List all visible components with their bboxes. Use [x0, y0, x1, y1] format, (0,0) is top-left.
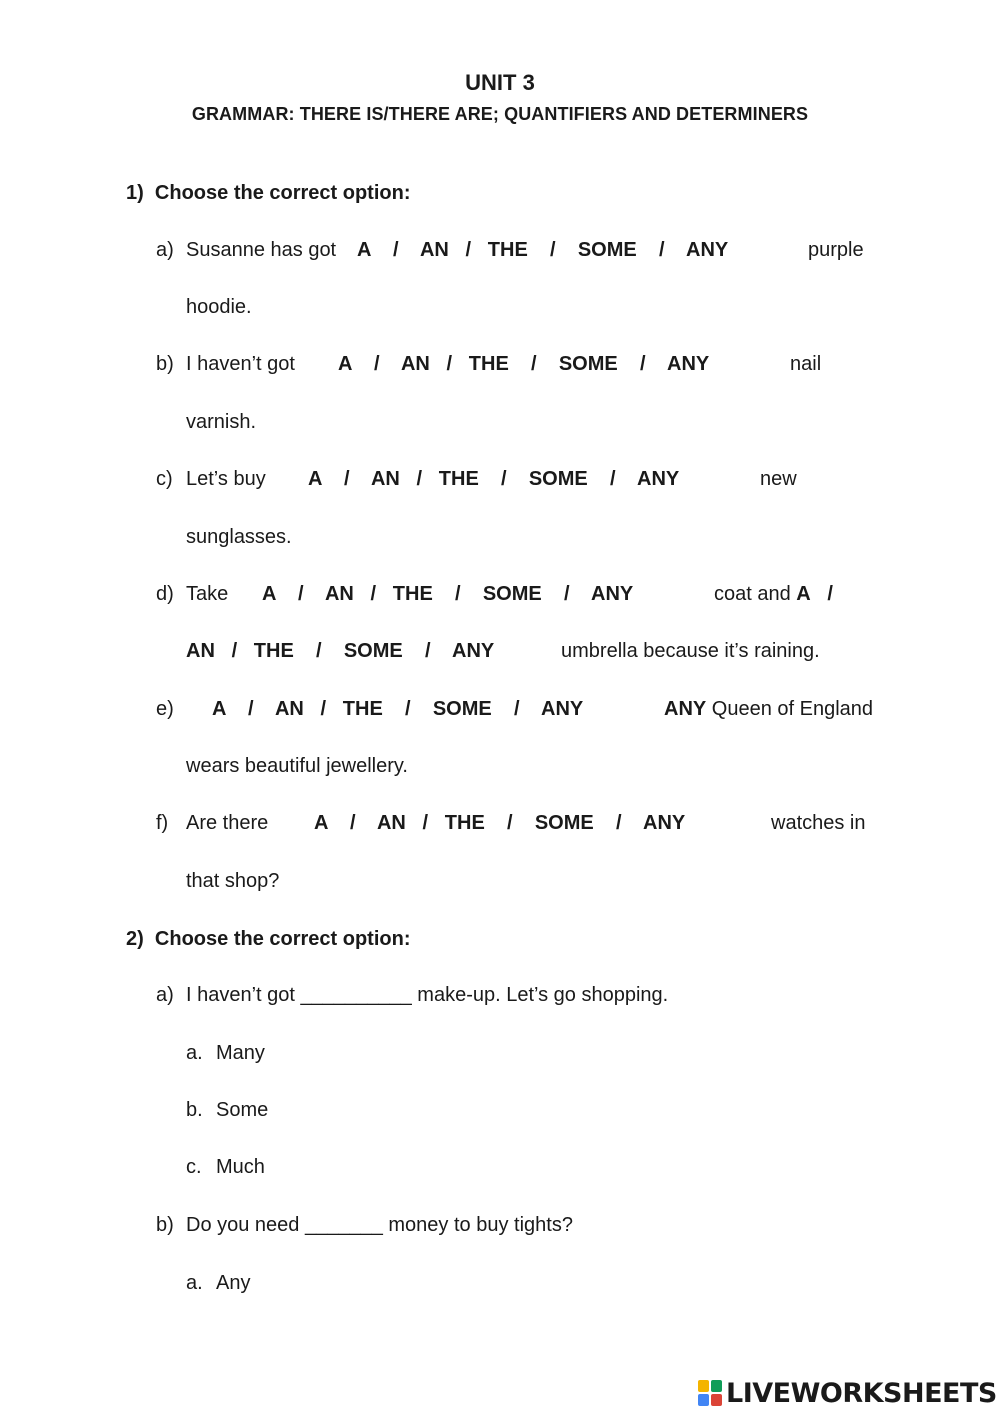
option-any[interactable]: ANY: [452, 640, 495, 662]
option-some[interactable]: SOME: [534, 812, 594, 834]
sep: /: [320, 698, 327, 720]
item-e-after-text: Queen of England: [711, 698, 874, 720]
sep: /: [343, 468, 350, 490]
choice-label: a.: [186, 1042, 203, 1064]
choice-many[interactable]: Many: [216, 1042, 265, 1064]
item-d-options[interactable]: [262, 581, 633, 607]
option-some[interactable]: SOME: [343, 640, 403, 662]
item-c-options[interactable]: [308, 466, 679, 492]
item-c-label: c): [156, 468, 173, 490]
sep: /: [231, 640, 238, 662]
option-any[interactable]: ANY: [667, 353, 710, 375]
option-an[interactable]: AN: [400, 353, 430, 375]
option-the[interactable]: THE: [438, 468, 479, 490]
option-an[interactable]: AN: [274, 698, 304, 720]
option-an[interactable]: AN: [370, 468, 400, 490]
liveworksheets-logo: [698, 1376, 997, 1410]
option-an[interactable]: AN: [186, 640, 215, 662]
section2-number: 2): [126, 928, 144, 950]
section1-title: Choose the correct option:: [154, 182, 411, 204]
choice-label: c.: [186, 1156, 202, 1178]
option-any[interactable]: ANY: [591, 583, 634, 605]
sep: /: [827, 583, 833, 605]
sep: /: [373, 353, 380, 375]
item-e-extra-any: ANY: [664, 698, 707, 720]
item-a-options[interactable]: [357, 237, 728, 263]
option-some[interactable]: SOME: [432, 698, 492, 720]
sep: /: [247, 698, 254, 720]
option-a[interactable]: A: [338, 353, 352, 375]
option-any[interactable]: ANY: [541, 698, 584, 720]
option-a[interactable]: A: [314, 812, 328, 834]
logo-square: [698, 1394, 709, 1406]
section2-title: Choose the correct option:: [154, 928, 411, 950]
item-c-after: new: [760, 468, 797, 490]
choice-some[interactable]: Some: [216, 1099, 269, 1121]
option-any[interactable]: ANY: [637, 468, 680, 490]
option-a[interactable]: A: [212, 698, 226, 720]
choice-label: b.: [186, 1099, 203, 1121]
question-a-text: I haven’t got __________ make-up. Let’s go shopping.: [186, 984, 669, 1006]
option-any[interactable]: ANY: [643, 812, 686, 834]
item-b-after: nail: [790, 353, 822, 375]
logo-square: [711, 1380, 722, 1392]
grammar-subtitle: GRAMMAR: THERE IS/THERE ARE; QUANTIFIERS AND DETERMINERS: [191, 104, 809, 124]
liveworksheets-logo-text: LIVEWORKSHEETS: [726, 1377, 997, 1409]
option-a[interactable]: A: [262, 583, 276, 605]
sep: /: [507, 812, 513, 834]
item-e-label: e): [156, 698, 174, 720]
section1-heading: [126, 180, 411, 206]
question-b-text: Do you need _______ money to buy tights?: [186, 1214, 573, 1236]
sep: /: [639, 353, 646, 375]
option-any[interactable]: ANY: [686, 239, 729, 261]
item-a-after: purple: [808, 239, 864, 261]
option-the[interactable]: THE: [253, 640, 294, 662]
question-b-label: b): [156, 1214, 174, 1236]
option-the[interactable]: THE: [468, 353, 509, 375]
logo-square: [711, 1394, 722, 1406]
item-c-cont: sunglasses.: [186, 526, 292, 548]
option-the[interactable]: THE: [487, 239, 528, 261]
option-an[interactable]: AN: [324, 583, 354, 605]
choice-much[interactable]: Much: [216, 1156, 265, 1178]
item-b-label: b): [156, 353, 174, 375]
option-a[interactable]: A: [357, 239, 371, 261]
item-b-before: I haven’t got: [186, 353, 295, 375]
option-some[interactable]: SOME: [577, 239, 637, 261]
option-the[interactable]: THE: [392, 583, 433, 605]
item-d-after-text: coat and: [714, 583, 791, 605]
sep: /: [392, 239, 399, 261]
option-some[interactable]: SOME: [482, 583, 542, 605]
sep: /: [609, 468, 616, 490]
sep: /: [370, 583, 377, 605]
item-f-label: f): [156, 812, 169, 834]
item-e-after: [664, 696, 873, 722]
sep: /: [563, 583, 570, 605]
sep: /: [501, 468, 507, 490]
sep: /: [550, 239, 556, 261]
logo-square: [698, 1380, 709, 1392]
section2-heading: [126, 926, 411, 952]
sep: /: [513, 698, 520, 720]
item-e-options[interactable]: [212, 696, 583, 722]
sep: /: [658, 239, 665, 261]
item-e-cont: wears beautiful jewellery.: [186, 755, 408, 777]
item-b-options[interactable]: [338, 351, 709, 377]
item-a-before: Susanne has got: [186, 239, 337, 261]
item-a-cont: hoodie.: [186, 296, 252, 318]
option-some[interactable]: SOME: [528, 468, 588, 490]
option-an[interactable]: AN: [419, 239, 449, 261]
sep: /: [297, 583, 304, 605]
section1-number: 1): [126, 182, 144, 204]
item-f-before: Are there: [186, 812, 269, 834]
item-f-after: watches in: [771, 812, 866, 834]
item-a-label: a): [156, 239, 174, 261]
option-an[interactable]: AN: [376, 812, 406, 834]
question-a-label: a): [156, 984, 174, 1006]
item-b-cont: varnish.: [186, 411, 257, 433]
item-d-before: Take: [186, 583, 229, 605]
sep: /: [446, 353, 453, 375]
sep: /: [422, 812, 429, 834]
sep: /: [405, 698, 411, 720]
liveworksheets-logo-icon: [698, 1380, 722, 1406]
unit-title: UNIT 3: [465, 70, 535, 95]
item-d-after: [714, 581, 833, 607]
sep: /: [316, 640, 322, 662]
sep: /: [455, 583, 461, 605]
option-the[interactable]: THE: [444, 812, 485, 834]
sep: /: [465, 239, 472, 261]
sep: /: [424, 640, 431, 662]
item-d-label: d): [156, 583, 174, 605]
item-f-cont: that shop?: [186, 870, 280, 892]
choice-any[interactable]: Any: [216, 1272, 251, 1294]
sep: /: [615, 812, 622, 834]
sep: /: [349, 812, 356, 834]
item-f-options[interactable]: [314, 810, 685, 836]
option-a[interactable]: A: [308, 468, 322, 490]
option-the[interactable]: THE: [342, 698, 383, 720]
sep: /: [531, 353, 537, 375]
item-d-cont: umbrella because it’s raining.: [561, 640, 820, 662]
choice-label: a.: [186, 1272, 203, 1294]
sep: /: [416, 468, 423, 490]
item-c-before: Let’s buy: [186, 468, 266, 490]
item-d-options-2[interactable]: [186, 638, 494, 664]
option-a-2[interactable]: A: [796, 583, 811, 605]
option-some[interactable]: SOME: [558, 353, 618, 375]
